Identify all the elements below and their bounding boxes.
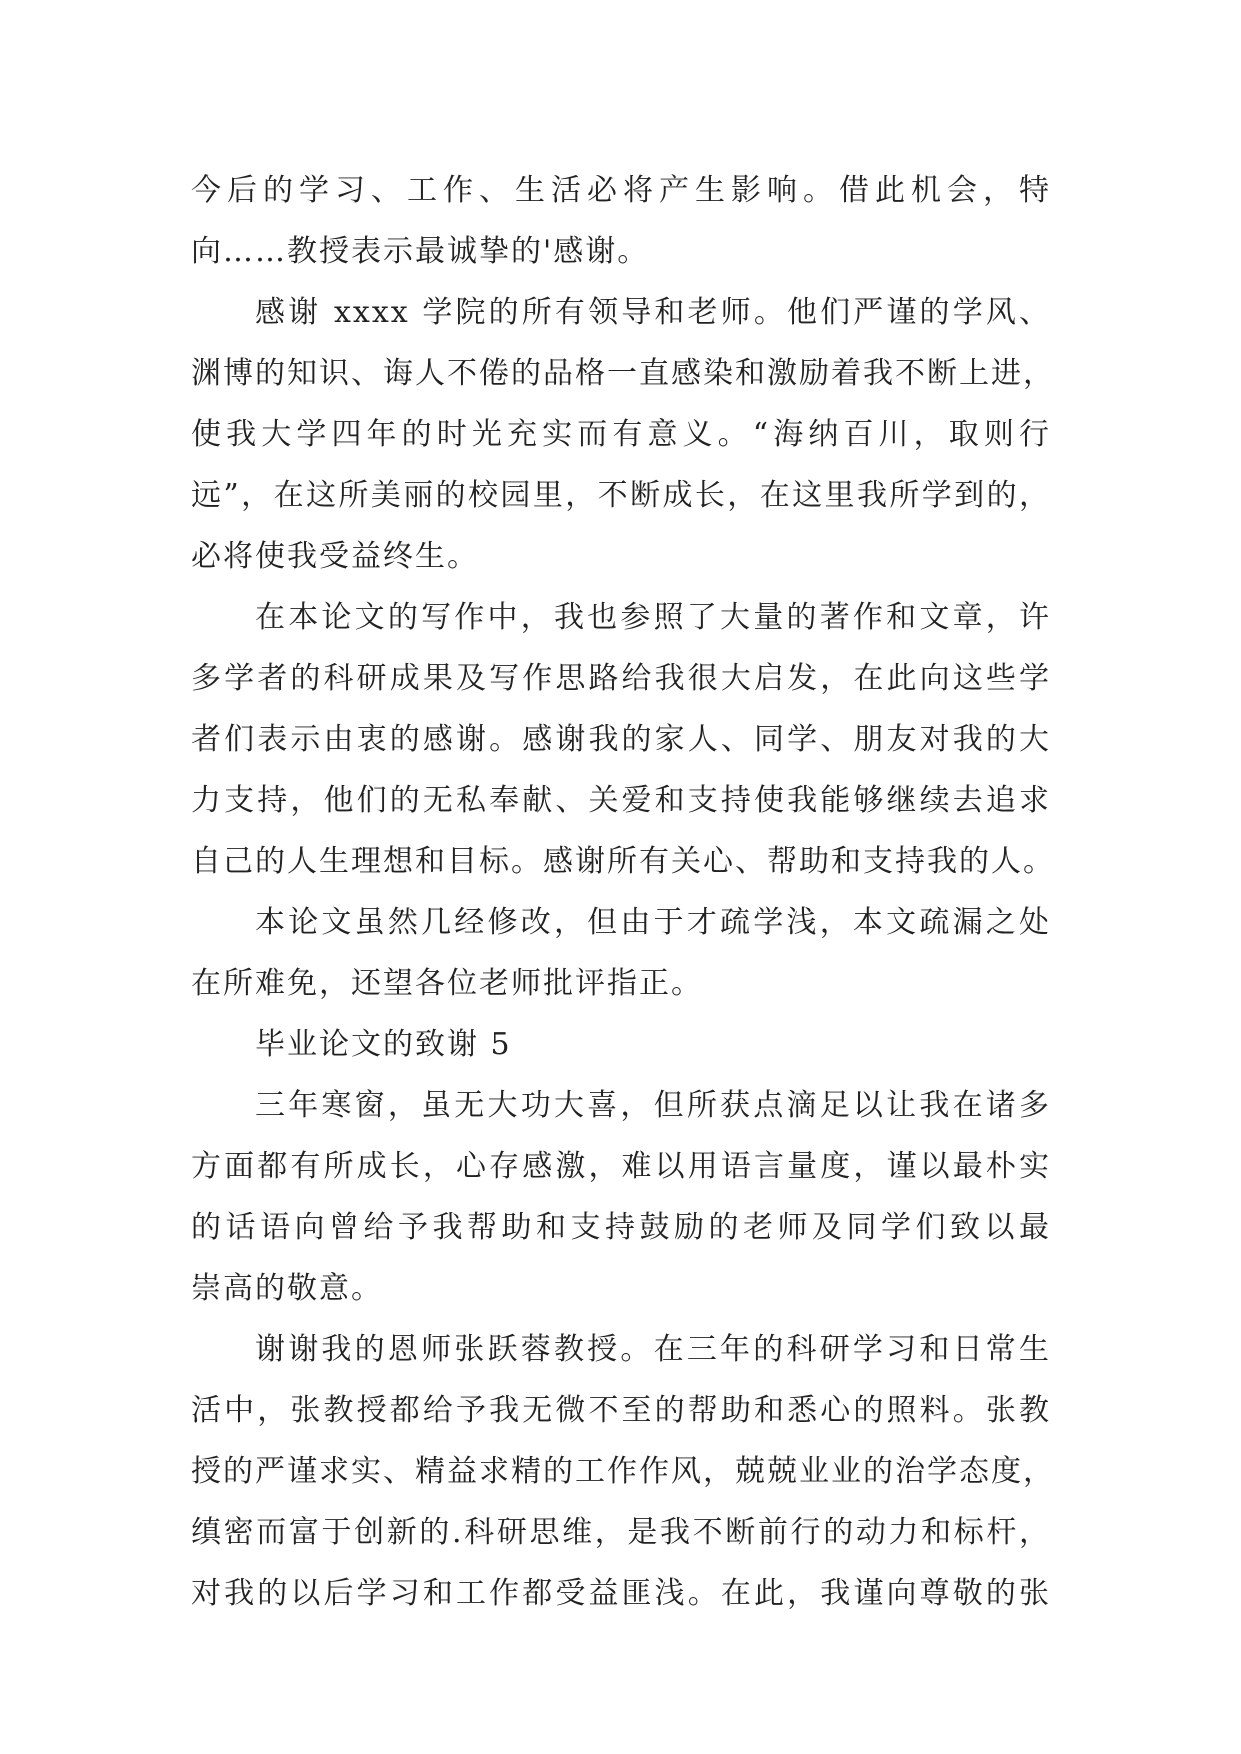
text-line: 必将使我受益终生。 bbox=[191, 539, 479, 574]
text-line: 远”，在这所美丽的校园里，不断成长，在这里我所学到的， bbox=[191, 478, 1051, 513]
text-line: 对我的以后学习和工作都受益匪浅。在此，我谨向尊敬的张 bbox=[191, 1576, 1051, 1611]
paragraph-first-line: 谢谢我的恩师张跃蓉教授。在三年的科研学习和日常生 bbox=[255, 1332, 1051, 1367]
text-line: 活中，张教授都给予我无微不至的帮助和悉心的照料。张教 bbox=[191, 1393, 1051, 1428]
text-line: 使我大学四年的时光充实而有意义。“海纳百川，取则行 bbox=[191, 417, 1051, 452]
text-line: 多学者的科研成果及写作思路给我很大启发，在此向这些学 bbox=[191, 661, 1051, 696]
paragraph-first-line: 三年寒窗，虽无大功大喜，但所获点滴足以让我在诸多 bbox=[255, 1088, 1051, 1123]
text-line: 在所难免，还望各位老师批评指正。 bbox=[191, 966, 703, 1001]
text-line: 授的严谨求实、精益求精的工作作风，兢兢业业的治学态度， bbox=[191, 1454, 1055, 1489]
text-line: 者们表示由衷的感谢。感谢我的家人、同学、朋友对我的大 bbox=[191, 722, 1051, 757]
section-heading: 毕业论文的致谢 5 bbox=[255, 1027, 512, 1062]
text-line: 今后的学习、工作、生活必将产生影响。借此机会，特 bbox=[191, 173, 1051, 208]
text-line: 力支持，他们的无私奉献、关爱和支持使我能够继续去追求 bbox=[191, 783, 1051, 818]
paragraph-first-line: 感谢 xxxx 学院的所有领导和老师。他们严谨的学风、 bbox=[255, 295, 1051, 330]
text-line: 崇高的敬意。 bbox=[191, 1271, 383, 1306]
text-line: 自己的人生理想和目标。感谢所有关心、帮助和支持我的人。 bbox=[191, 844, 1055, 879]
document-body bbox=[191, 160, 1055, 1624]
text-line: 的话语向曾给予我帮助和支持鼓励的老师及同学们致以最 bbox=[191, 1210, 1051, 1245]
paragraph-first-line: 本论文虽然几经修改，但由于才疏学浅，本文疏漏之处 bbox=[255, 905, 1051, 940]
text-line: 向……教授表示最诚挚的'感谢。 bbox=[191, 234, 650, 269]
text-line: 方面都有所成长，心存感激，难以用语言量度，谨以最朴实 bbox=[191, 1149, 1051, 1184]
text-line: 缜密而富于创新的.科研思维，是我不断前行的动力和标杆， bbox=[191, 1515, 1051, 1550]
text-line: 渊博的知识、诲人不倦的品格一直感染和激励着我不断上进， bbox=[191, 356, 1055, 391]
paragraph-first-line: 在本论文的写作中，我也参照了大量的著作和文章，许 bbox=[255, 600, 1051, 635]
